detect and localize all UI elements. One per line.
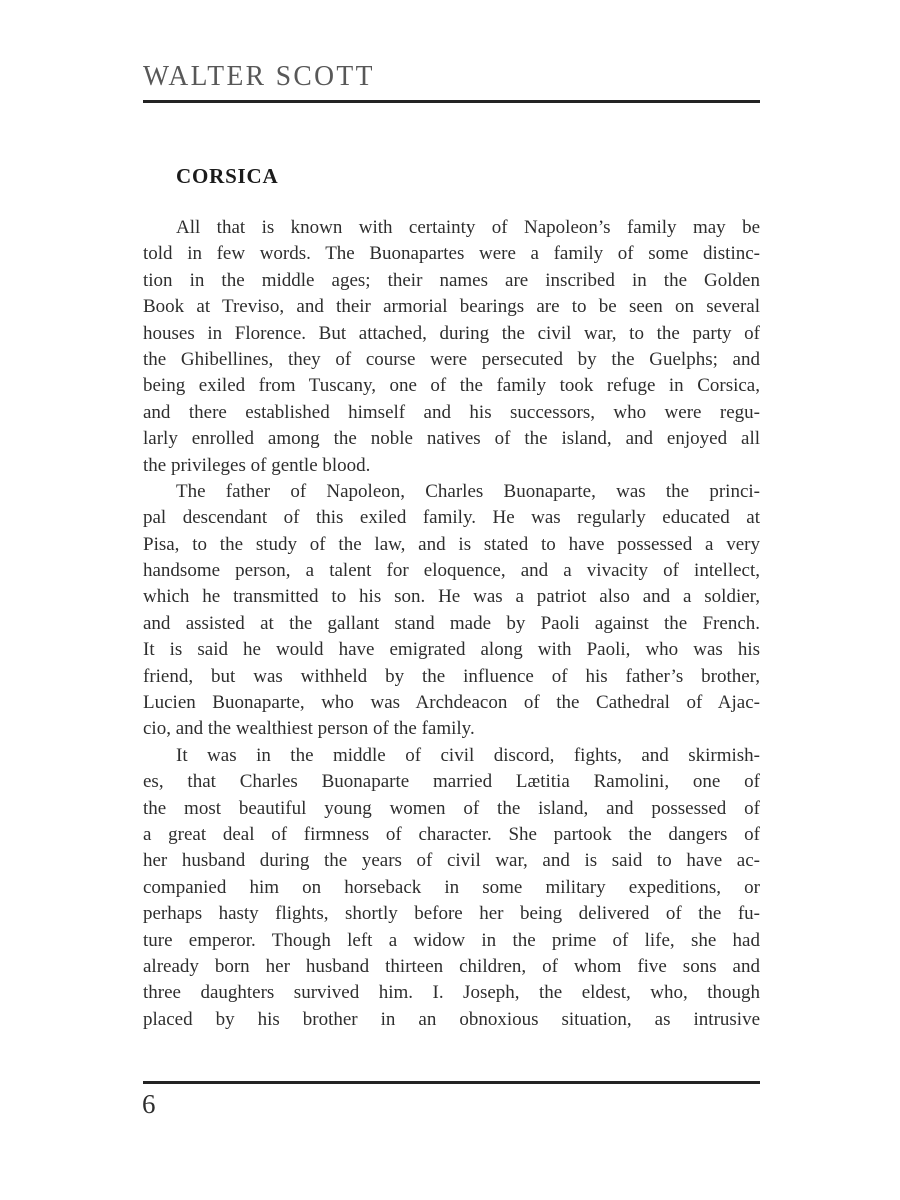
text-line: It is said he would have emigrated along with Paoli, who was his [143, 639, 760, 661]
body-text [143, 215, 760, 1033]
text-line: All that is known with certainty of Napoleon’s family may be [176, 217, 760, 238]
text-line: her husband during the years of civil war, and is said to have ac- [143, 850, 760, 872]
text-line: and there established himself and his successors, who were regu- [143, 401, 760, 423]
text-line: Pisa, to the study of the law, and is stated to have possessed a very [143, 533, 760, 555]
text-line: a great deal of firmness of character. She partook the dangers of [143, 823, 760, 845]
paragraph [143, 479, 760, 743]
section-heading: CORSICA [176, 164, 279, 188]
text-line: handsome person, a talent for eloquence, and a vivacity of intellect, [143, 560, 760, 582]
text-line: the most beautiful young women of the island, and possessed of [143, 797, 760, 819]
text-line: which he transmitted to his son. He was a patriot also and a soldier, [143, 586, 760, 608]
text-line: larly enrolled among the noble natives of the island, and enjoyed all [143, 428, 760, 450]
text-line: placed by his brother in an obnoxious situation, as intrusive [143, 1008, 760, 1030]
text-line: companied him on horseback in some military expeditions, or [143, 876, 760, 898]
paragraph [143, 743, 760, 1033]
text-line: friend, but was withheld by the influence of his father’s brother, [143, 665, 760, 687]
text-line: It was in the middle of civil discord, fights, and skirmish- [176, 744, 760, 766]
text-line: Book at Treviso, and their armorial bearings are to be seen on several [143, 296, 760, 318]
text-line: being exiled from Tuscany, one of the family took refuge in Corsica, [143, 375, 760, 397]
text-line: the Ghibellines, they of course were persecuted by the Guelphs; and [143, 348, 760, 370]
text-line: the privileges of gentle blood. [143, 454, 371, 476]
footer-rule [143, 1081, 760, 1084]
text-line: The father of Napoleon, Charles Buonaparte, was the princi- [176, 480, 760, 502]
text-line: and assisted at the gallant stand made by Paoli against the French. [143, 612, 760, 634]
page-number: 6 [142, 1089, 156, 1119]
text-line: ture emperor. Though left a widow in the prime of life, she had [143, 929, 760, 951]
text-line: tion in the middle ages; their names are inscribed in the Golden [143, 269, 760, 291]
header-rule [143, 100, 760, 103]
running-header-title: WALTER SCOTT [143, 60, 375, 92]
text-line: pal descendant of this exiled family. He was regularly educated at [143, 507, 760, 529]
text-line: perhaps hasty flights, shortly before her being delivered of the fu- [143, 903, 760, 925]
text-line: cio, and the wealthiest person of the family. [143, 718, 475, 740]
text-line: Lucien Buonaparte, who was Archdeacon of the Cathedral of Ajac- [143, 692, 760, 714]
text-line: houses in Florence. But attached, during the civil war, to the party of [143, 322, 760, 344]
text-line: three daughters survived him. I. Joseph, the eldest, who, though [143, 982, 760, 1004]
text-line: already born her husband thirteen children, of whom five sons and [143, 955, 760, 977]
paragraph [143, 215, 760, 479]
text-line: told in few words. The Buonapartes were a family of some distinc- [143, 243, 760, 265]
text-line: es, that Charles Buonaparte married Lætitia Ramolini, one of [143, 771, 760, 793]
